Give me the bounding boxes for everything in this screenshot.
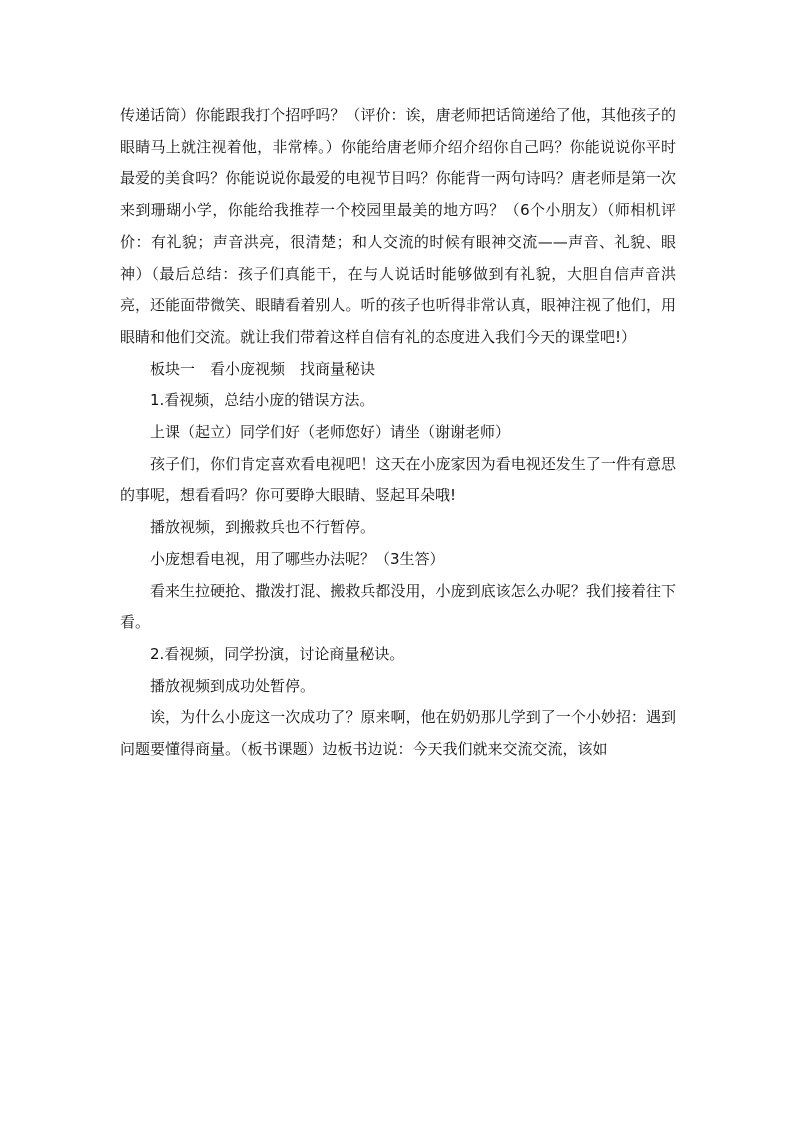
- paragraph-play-video-2: 播放视频到成功处暂停。: [150, 676, 316, 695]
- paragraph-methods-failed: 看来生拉硬抢、撒泼打混、搬救兵都没用，小庞到底该怎么办呢？我们接着往下看。: [120, 581, 676, 632]
- step-heading-2: 2.看视频，同学扮演，讨论商量秘诀。: [150, 644, 405, 663]
- paragraph-tv-story: 孩子们，你们肯定喜欢看电视吧！这天在小庞家因为看电视还发生了一件有意思的事呢，想看看吗？你可要睁大眼睛、竖起耳朵哦!: [120, 454, 676, 505]
- paragraph-intro-dialogue: 传递话筒）你能跟我打个招呼吗？（评价：诶，唐老师把话筒递给了他，其他孩子的眼睛马上就注视着他，非常棒。）你能给唐老师介绍介绍你自己吗？你能说说你平时最爱的美食吗？你能说说你最爱的电视节目吗？你能背一两句诗吗？唐老师是第一次来到珊瑚小学，你能给我推荐一个校园里最美的地方吗？（6个小朋友）（师相机评价：有礼貌；声音洪亮，很清楚；和人交流的时候有眼神交流——声音、礼貌、眼神）（最后总结：孩子们真能干，在与人说话时能够做到有礼貌，大胆自信声音洪亮，还能面带微笑、眼睛看着别人。听的孩子也听得非常认真，眼神注视了他们，用眼睛和他们交流。就让我们带着这样自信有礼的态度进入我们今天的课堂吧!）: [120, 106, 676, 346]
- document-body: [120, 100, 676, 766]
- paragraph-class-greeting: 上课（起立）同学们好（老师您好）请坐（谢谢老师）: [150, 423, 511, 442]
- paragraph-play-video-1: 播放视频，到搬救兵也不行暂停。: [150, 518, 376, 537]
- paragraph-question: 小庞想看电视，用了哪些办法呢？（3生答）: [150, 549, 445, 568]
- step-heading-1: 1.看视频，总结小庞的错误方法。: [150, 391, 375, 410]
- section-heading-block-one: 板块一 看小庞视频 找商量秘诀: [150, 359, 376, 378]
- paragraph-success-reason: 诶，为什么小庞这一次成功了？原来啊，他在奶奶那儿学到了一个小妙招：遇到问题要懂得商量。（板书课题）边板书边说：今天我们就来交流交流，该如: [120, 708, 676, 759]
